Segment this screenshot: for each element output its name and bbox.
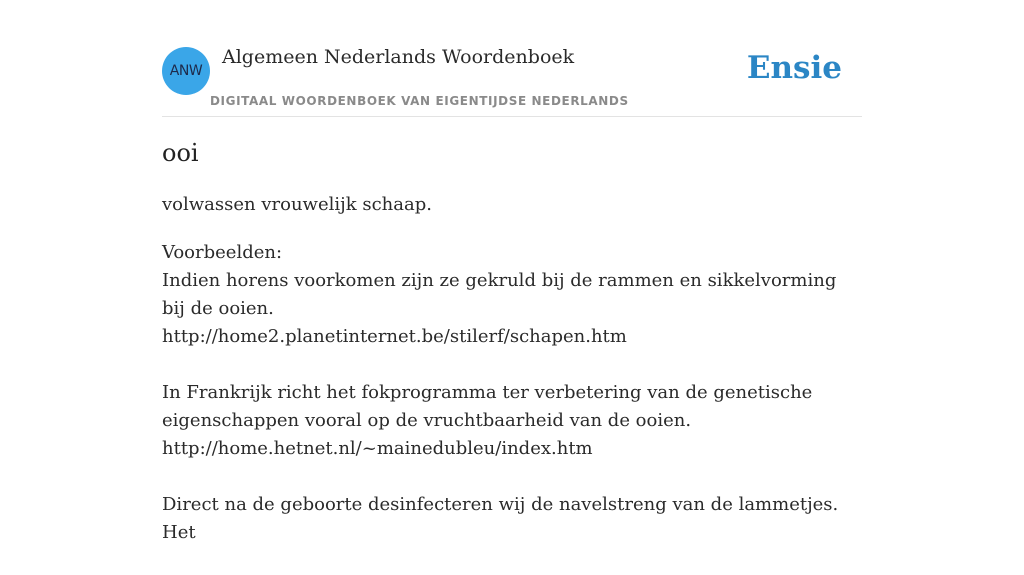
example-text: Indien horens voorkomen zijn ze gekruld bij de rammen en sikkelvorming bij de ooien. [162,270,837,319]
example-text: In Frankrijk richt het fokprogramma ter verbetering van de genetische eigenschappen vooral op de vruchtbaarheid van de ooien. [162,382,813,431]
example-item [162,491,862,547]
logo-text: ANW [169,63,203,79]
definition: volwassen vrouwelijk schaap. [162,194,432,215]
example-source: http://home2.planetinternet.be/stilerf/schapen.htm [162,326,627,347]
example-item [162,379,862,463]
example-source: http://home.hetnet.nl/~mainedubleu/index.htm [162,438,593,459]
example-item [162,267,862,351]
anw-logo[interactable] [162,47,210,95]
page [162,0,862,543]
examples-section [162,239,862,575]
site-header [162,0,862,117]
ensie-brand-link[interactable]: Ensie [746,50,842,86]
site-title[interactable]: Algemeen Nederlands Woordenboek [222,46,575,68]
headword: ooi [162,139,199,167]
site-subtitle: DIGITAAL WOORDENBOEK VAN EIGENTIJDSE NEDERLANDS [210,94,629,108]
examples-heading: Voorbeelden: [162,242,283,263]
example-text: Direct na de geboorte desinfecteren wij de navelstreng van de lammetjes. Het [162,494,839,543]
